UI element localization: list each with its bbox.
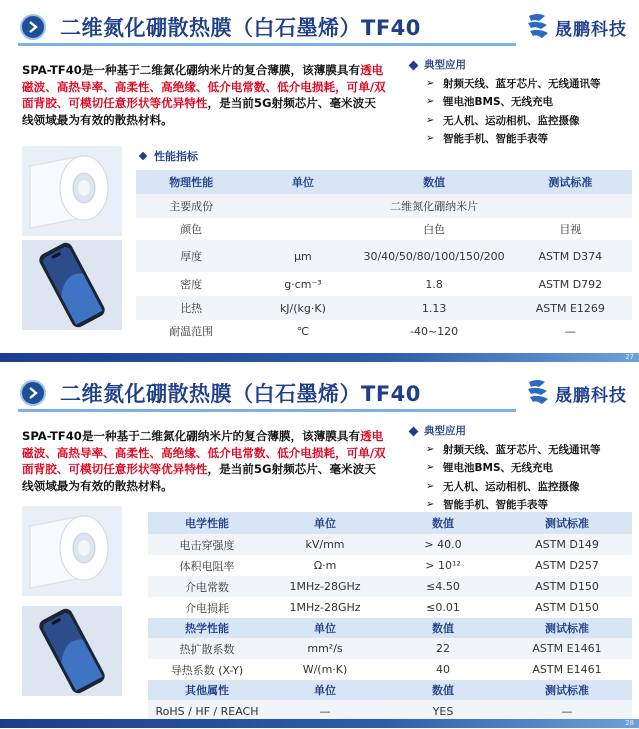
intro-paragraph	[22, 428, 387, 494]
apps-title: 典型应用	[424, 59, 466, 71]
table-row: 密度 g·cm⁻³ 1.8 ASTM D792	[180, 277, 603, 291]
table-row: 介电常数 1MHz-28GHz ≤4.50 ASTM D150	[148, 576, 632, 597]
intro-paragraph	[22, 62, 387, 128]
footer-bar	[0, 353, 639, 362]
table-subheader: 热学性能 单位 数值 测试标准	[148, 618, 632, 638]
intro-text-end: ，是当前5G射频芯片、毫米波天线领域最为有效的散热材料。	[22, 96, 376, 127]
list-item: ➢ 智能手机、智能手表等	[426, 130, 635, 149]
list-item: ➢ 无人机、运动相机、监控摄像	[426, 112, 635, 131]
performance-heading: 性能指标	[140, 148, 198, 164]
arrow-bullet-icon: ➢	[426, 499, 435, 510]
logo-text: 晟鹏科技	[555, 19, 627, 40]
table-row: 颜色 白色 目视	[180, 223, 582, 236]
page-number: 28	[625, 719, 634, 727]
diamond-bullet-icon	[409, 60, 419, 70]
page-number: 27	[625, 353, 634, 361]
apps-title: 典型应用	[424, 425, 466, 437]
title-bar	[18, 10, 516, 46]
electrical-thermal-properties-table	[148, 512, 632, 722]
slide-28	[0, 366, 639, 728]
arrow-bullet-icon: ➢	[426, 462, 435, 473]
arrow-bullet-icon: ➢	[426, 480, 435, 492]
table-row: 介电损耗 1MHz-28GHz ≤0.01 ASTM D150	[185, 601, 599, 615]
table-row: 体积电阻率 Ω·m > 10¹² ASTM D257	[179, 559, 599, 573]
arrow-bullet-icon: ➢	[426, 133, 435, 144]
typical-applications	[410, 422, 635, 515]
logo-mark-icon	[525, 12, 551, 42]
slide-title: 二维氮化硼散热膜（白石墨烯）TF40	[60, 15, 421, 40]
logo-text: 晟鹏科技	[555, 385, 627, 406]
table-row: 比热 kJ/(kg·K) 1.13 ASTM E1269	[136, 296, 632, 320]
smartphone-image	[22, 240, 122, 330]
company-logo	[525, 378, 627, 408]
film-roll-image	[22, 506, 122, 596]
arrow-bullet-icon: ➢	[426, 114, 435, 126]
slide-27	[0, 0, 639, 362]
table-header: 电学性能 单位 数值 测试标准	[148, 512, 632, 534]
intro-text: SPA-TF40是一种基于二维氮化硼纳米片的复合薄膜，该薄膜具有	[22, 63, 361, 77]
list-item: ➢ 锂电池BMS、无线充电	[426, 93, 635, 112]
slide-title: 二维氮化硼散热膜（白石墨烯）TF40	[60, 381, 421, 406]
table-row: 导热系数 (X-Y) W/(m·K) 40 ASTM E1461	[170, 663, 602, 677]
intro-highlight: 透电磁波、高热导率、高柔性、高绝缘、低介电常数、低介电损耗，可单/双面背胶、可模切任意形状等优异特性	[22, 63, 386, 111]
table-subheader: 其他属性 单位 数值 测试标准	[148, 680, 632, 700]
title-bar	[18, 376, 516, 412]
list-item: ➢ 射频天线、蓝牙芯片、无线通讯等	[426, 441, 635, 460]
list-item: ➢ 无人机、运动相机、监控摄像	[426, 478, 635, 497]
table-row: 耐温范围 ℃ -40~120 —	[169, 324, 576, 338]
table-row: 主要成份 二维氮化硼纳米片	[136, 194, 632, 218]
list-item: ➢ 射频天线、蓝牙芯片、无线通讯等	[426, 75, 635, 94]
table-header: 物理性能 单位 数值 测试标准	[136, 170, 632, 194]
table-row: 电击穿强度 kV/mm > 40.0 ASTM D149	[148, 534, 632, 555]
intro-highlight: 透电磁波、高热导率、高柔性、高绝缘、低介电常数、低介电损耗，可单/双面背胶、可模切任意形状等优异特性	[22, 429, 386, 477]
physical-properties-table	[136, 170, 632, 342]
intro-text-end: ，是当前5G射频芯片、毫米波天线领域最为有效的散热材料。	[22, 462, 376, 493]
table-row: 热扩散系数 mm²/s 22 ASTM E1461	[148, 638, 632, 659]
footer-bar	[0, 719, 639, 728]
list-item: ➢ 智能手机、智能手表等	[426, 496, 635, 515]
chevron-right-icon	[20, 380, 46, 406]
arrow-bullet-icon: ➢	[426, 96, 435, 107]
typical-applications	[410, 56, 635, 149]
chevron-right-icon	[20, 14, 46, 40]
arrow-bullet-icon: ➢	[426, 443, 435, 455]
list-item: ➢ 锂电池BMS、无线充电	[426, 459, 635, 478]
intro-text: SPA-TF40是一种基于二维氮化硼纳米片的复合薄膜，该薄膜具有	[22, 429, 361, 443]
smartphone-image	[22, 606, 122, 696]
table-row: 厚度 μm 30/40/50/80/100/150/200 ASTM D374	[136, 240, 632, 272]
company-logo	[525, 12, 627, 42]
table-row: RoHS / HF / REACH — YES —	[148, 700, 632, 722]
diamond-bullet-icon	[409, 426, 419, 436]
logo-mark-icon	[525, 378, 551, 408]
diamond-bullet-icon	[139, 152, 147, 160]
film-roll-image	[22, 146, 122, 236]
arrow-bullet-icon: ➢	[426, 77, 435, 89]
